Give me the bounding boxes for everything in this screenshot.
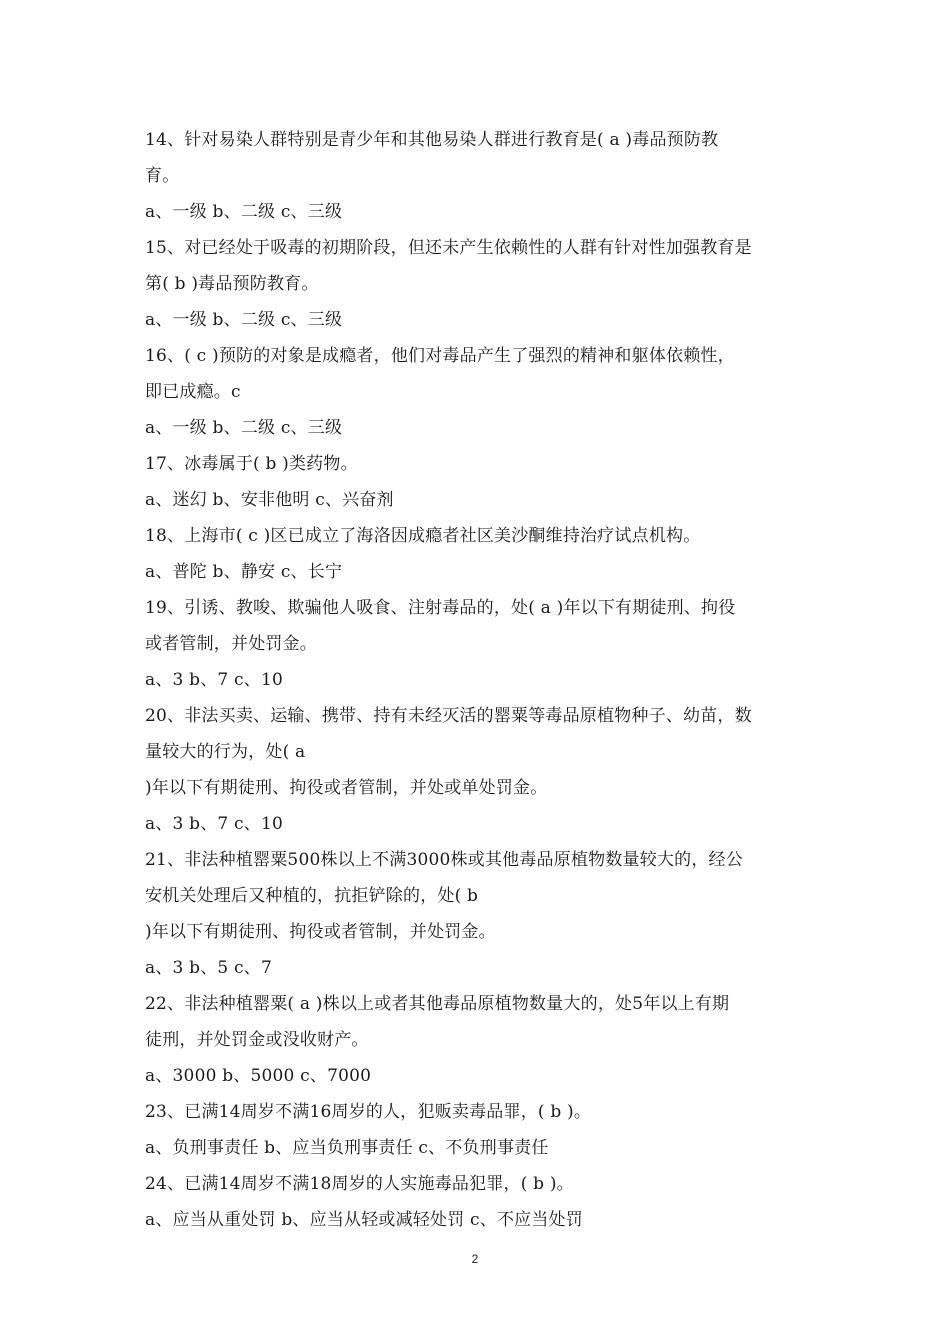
- text-line: 即已成瘾。c: [145, 382, 241, 402]
- text-line: a、应当从重处罚 b、应当从轻或减轻处罚 c、不应当处罚: [145, 1210, 583, 1230]
- text-line: 育。: [145, 166, 180, 186]
- text-line: )年以下有期徒刑、拘役或者管制，并处或单处罚金。: [145, 778, 548, 798]
- text-line: a、3 b、7 c、10: [145, 670, 284, 690]
- text-line: 23、已满14周岁不满16周岁的人，犯贩卖毒品罪，( b )。: [145, 1102, 592, 1122]
- text-line: 量较大的行为，处( a: [145, 742, 306, 762]
- text-line: a、3000 b、5000 c、7000: [145, 1066, 372, 1086]
- text-line: 15、对已经处于吸毒的初期阶段，但还未产生依赖性的人群有针对性加强教育是: [145, 238, 752, 258]
- text-line: a、迷幻 b、安非他明 c、兴奋剂: [145, 490, 394, 510]
- text-line: a、3 b、5 c、7: [145, 958, 272, 978]
- text-line: 徒刑，并处罚金或没收财产。: [145, 1030, 369, 1050]
- text-line: a、负刑事责任 b、应当负刑事责任 c、不负刑事责任: [145, 1138, 549, 1158]
- text-line: a、普陀 b、静安 c、长宁: [145, 562, 343, 582]
- text-line: 第( b )毒品预防教育。: [145, 274, 319, 294]
- text-line: 或者管制，并处罚金。: [145, 634, 317, 654]
- text-line: a、一级 b、二级 c、三级: [145, 310, 343, 330]
- text-line: 18、上海市( c )区已成立了海洛因成瘾者社区美沙酮维持治疗试点机构。: [145, 526, 701, 546]
- text-line: 24、已满14周岁不满18周岁的人实施毒品犯罪，( b )。: [145, 1174, 574, 1194]
- text-line: 安机关处理后又种植的，抗拒铲除的，处( b: [145, 886, 479, 906]
- text-line: a、一级 b、二级 c、三级: [145, 418, 343, 438]
- text-line: 21、非法种植罂粟500株以上不满3000株或其他毒品原植物数量较大的，经公: [145, 850, 743, 870]
- text-line: 19、引诱、教唆、欺骗他人吸食、注射毒品的，处( a )年以下有期徒刑、拘役: [145, 598, 736, 618]
- page-number: 2: [471, 1252, 479, 1266]
- text-line: 22、非法种植罂粟( a )株以上或者其他毒品原植物数量大的，处5年以上有期: [145, 994, 730, 1014]
- text-line: a、3 b、7 c、10: [145, 814, 284, 834]
- text-line: a、一级 b、二级 c、三级: [145, 202, 343, 222]
- document-body: [145, 122, 810, 1238]
- text-line: 14、针对易染人群特别是青少年和其他易染人群进行教育是( a )毒品预防教: [145, 130, 719, 150]
- text-line: 17、冰毒属于( b )类药物。: [145, 454, 358, 474]
- text-line: )年以下有期徒刑、拘役或者管制，并处罚金。: [145, 922, 496, 942]
- text-line: 16、( c )预防的对象是成瘾者，他们对毒品产生了强烈的精神和躯体依赖性，: [145, 346, 735, 366]
- text-line: 20、非法买卖、运输、携带、持有未经灭活的罂粟等毒品原植物种子、幼苗，数: [145, 706, 752, 726]
